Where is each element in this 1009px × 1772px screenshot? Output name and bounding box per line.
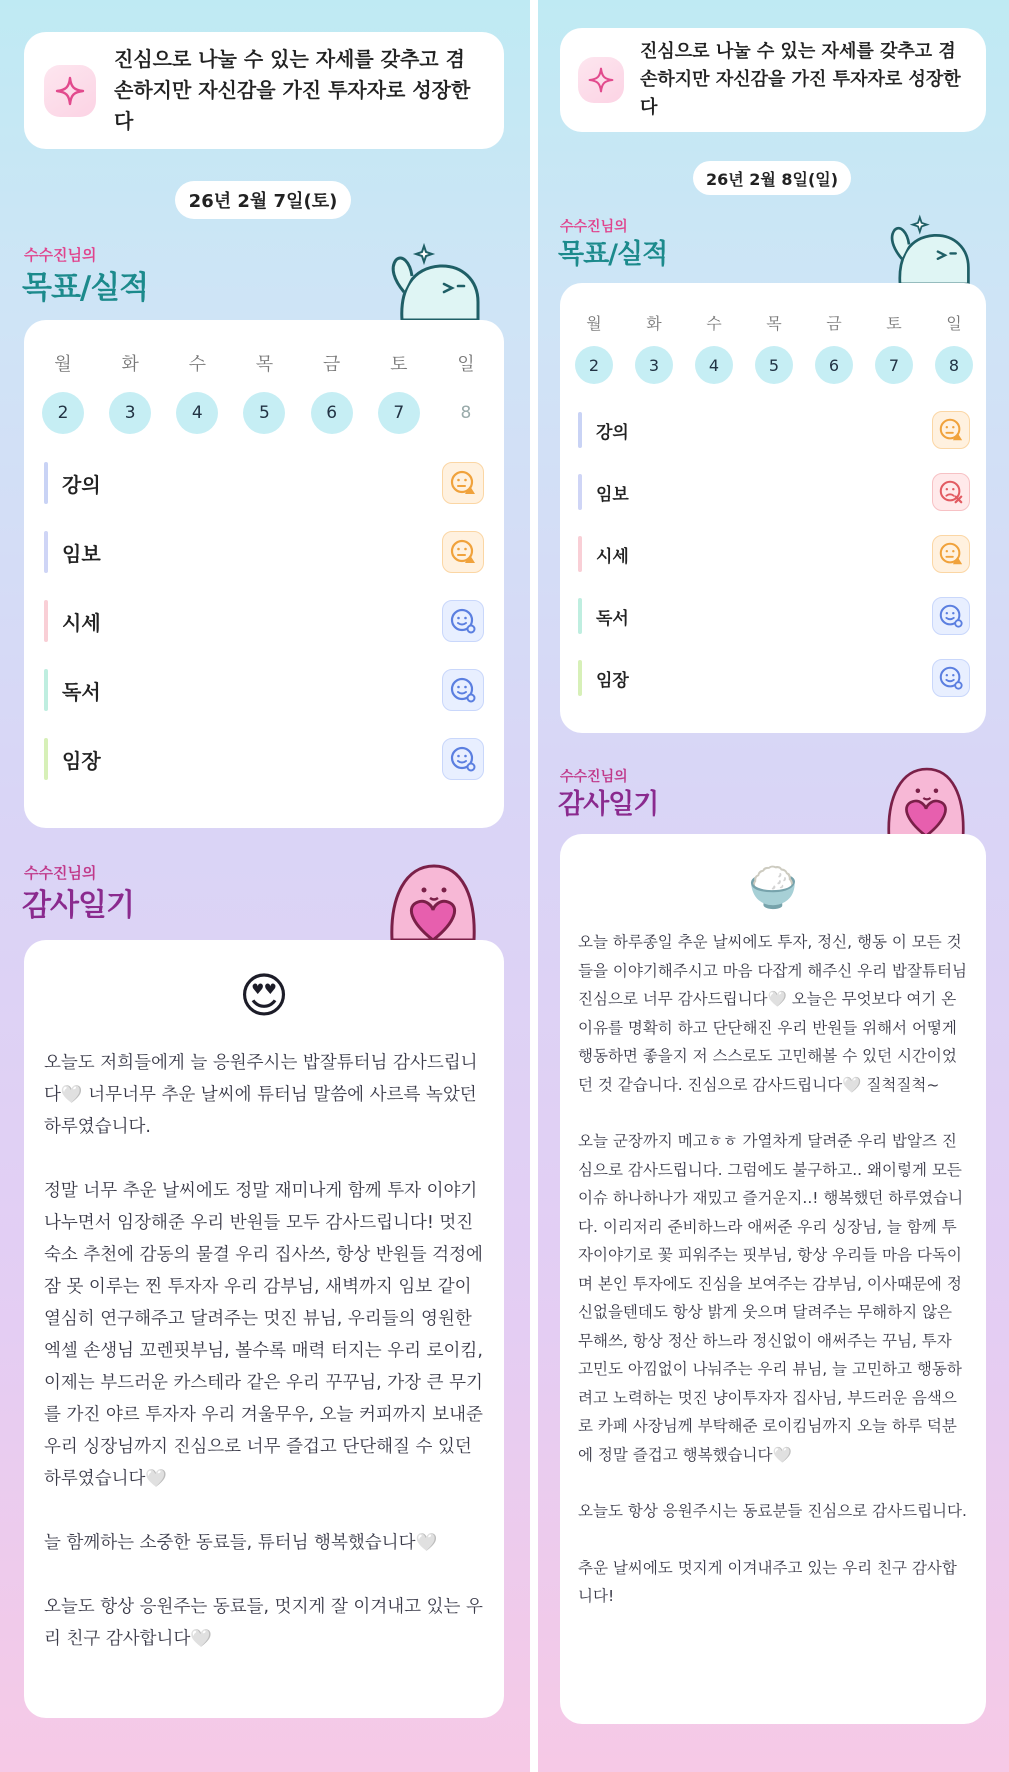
motto-text: 진심으로 나눌 수 있는 자세를 갖추고 겸손하지만 자신감을 가진 투자자로 성장한다 <box>114 47 471 133</box>
face-happy-icon[interactable] <box>442 600 484 642</box>
diary-text <box>578 928 970 1631</box>
date-circle: 8 <box>935 346 973 384</box>
day-wed[interactable] <box>176 350 218 434</box>
row-accent <box>44 738 48 780</box>
week-calendar <box>575 311 973 384</box>
mascot-heart <box>878 760 974 836</box>
task-row-reading[interactable] <box>44 667 484 713</box>
task-label: 독서 <box>62 679 101 704</box>
date-circle: 4 <box>176 392 218 434</box>
day-thu[interactable] <box>755 311 793 384</box>
diary-owner: 수수진님의 <box>560 769 628 785</box>
date-circle: 7 <box>378 392 420 434</box>
date-circle: 8 <box>460 403 472 423</box>
weekday-label: 토 <box>886 314 902 333</box>
weekday-label: 월 <box>586 314 602 333</box>
task-label: 임보 <box>62 541 101 566</box>
date-circle: 2 <box>575 346 613 384</box>
day-thu[interactable] <box>243 350 285 434</box>
motto-card <box>24 32 504 149</box>
face-warning-icon[interactable] <box>932 535 970 573</box>
task-row-lecture[interactable] <box>44 460 484 506</box>
task-label: 강의 <box>62 472 101 497</box>
diary-paragraph: 늘 함께하는 소중한 동료들, 튜터님 행복했습니다🤍 <box>44 1533 438 1553</box>
weekday-label: 금 <box>826 314 842 333</box>
goals-card <box>560 283 986 733</box>
weekday-label: 일 <box>946 314 962 333</box>
task-row-report[interactable] <box>578 472 970 512</box>
row-accent <box>44 600 48 642</box>
row-accent <box>578 598 582 634</box>
motto-text: 진심으로 나눌 수 있는 자세를 갖추고 겸손하지만 자신감을 가진 투자자로 성장한다 <box>640 41 961 118</box>
task-row-price[interactable] <box>578 534 970 574</box>
task-row-lecture[interactable] <box>578 410 970 450</box>
task-row-fieldwork[interactable] <box>44 736 484 782</box>
diary-card <box>560 834 986 1724</box>
day-wed[interactable] <box>695 311 733 384</box>
face-warning-icon[interactable] <box>442 531 484 573</box>
day-sun[interactable] <box>445 350 487 434</box>
task-label: 독서 <box>596 608 629 629</box>
day-sat[interactable] <box>378 350 420 434</box>
day-tue[interactable] <box>635 311 673 384</box>
diary-paragraph: 오늘도 항상 응원주는 동료들, 멋지게 잘 이겨내고 있는 우리 친구 감사합니다🤍 <box>44 1597 483 1649</box>
date-pill: 26년 2월 7일(토) <box>175 181 351 219</box>
day-mon[interactable] <box>575 311 613 384</box>
task-label: 시세 <box>62 610 101 635</box>
task-label: 시세 <box>596 546 629 567</box>
date-circle: 3 <box>109 392 151 434</box>
face-happy-icon[interactable] <box>932 659 970 697</box>
weekday-label: 수 <box>188 354 206 375</box>
diary-title: 감사일기 <box>22 888 134 923</box>
face-happy-icon[interactable] <box>442 738 484 780</box>
day-sun[interactable] <box>935 311 973 384</box>
day-sat[interactable] <box>875 311 913 384</box>
face-happy-icon[interactable] <box>442 669 484 711</box>
row-accent <box>578 660 582 696</box>
date-circle: 4 <box>695 346 733 384</box>
mascot-heart <box>380 856 486 940</box>
weekday-label: 일 <box>457 354 475 375</box>
task-row-report[interactable] <box>44 529 484 575</box>
sparkle-icon <box>578 57 624 103</box>
day-fri[interactable] <box>311 350 353 434</box>
weekday-label: 토 <box>390 354 408 375</box>
date-circle: 3 <box>635 346 673 384</box>
goals-owner: 수수진님의 <box>24 246 97 264</box>
mood-emoji: 😍 <box>238 968 290 1024</box>
diary-paragraph: 정말 너무 추운 날씨에도 정말 재미나게 함께 투자 이야기 나누면서 임장해준 우리 반원들 모두 감사드립니다! 멋진 숙소 추천에 감동의 물결 우리 집사쓰, 항상 반원들 걱정에 잠 못 이루는 찐 투자자 우리 감부님, 새벽까지 임보 같이 열심히 연구해주고 달려주는 멋진 뷰님, 우리들의 영원한 엑셀 손생님 꼬렌핏부님, 볼수록 매력 터지는 우리 로이킴, 이제는 부드러운 카스테라 같은 우리 꾸꾸님, 가장 큰 무기를 가진 야르 투자자 우리 겨울무우, 오늘 커피까지 보내준 우리 싱장님까지 진심으로 너무 즐겁고 단단해질 수 있던 하루였습니다🤍 <box>44 1181 483 1489</box>
sparkle-icon <box>44 65 96 117</box>
row-accent <box>578 412 582 448</box>
task-row-price[interactable] <box>44 598 484 644</box>
weekday-label: 목 <box>766 314 782 333</box>
task-row-reading[interactable] <box>578 596 970 636</box>
diary-text <box>44 1047 484 1675</box>
row-accent <box>578 536 582 572</box>
date-circle: 6 <box>311 392 353 434</box>
goals-owner: 수수진님의 <box>560 219 628 235</box>
face-warning-icon[interactable] <box>442 462 484 504</box>
task-label: 임장 <box>62 748 101 773</box>
date-circle: 2 <box>42 392 84 434</box>
goals-title: 목표/실적 <box>22 270 149 306</box>
task-label: 임장 <box>596 670 629 691</box>
weekday-label: 수 <box>706 314 722 333</box>
date-circle: 5 <box>243 392 285 434</box>
row-accent <box>44 531 48 573</box>
date-circle: 6 <box>815 346 853 384</box>
weekday-label: 화 <box>121 354 139 375</box>
weekday-label: 금 <box>322 354 341 375</box>
face-warning-icon[interactable] <box>932 411 970 449</box>
mood-emoji: 🍚 <box>748 864 798 911</box>
goals-title: 목표/실적 <box>558 239 668 270</box>
goals-card <box>24 320 504 828</box>
mascot-waving <box>882 212 972 284</box>
diary-card <box>24 940 504 1718</box>
right-panel <box>538 0 1009 1772</box>
diary-owner: 수수진님의 <box>24 864 97 882</box>
row-accent <box>44 462 48 504</box>
weekday-label: 목 <box>255 354 274 375</box>
day-fri[interactable] <box>815 311 853 384</box>
diary-paragraph: 추운 날씨에도 멋지게 이겨내주고 있는 우리 친구 감사합니다! <box>578 1558 957 1605</box>
task-label: 임보 <box>596 484 629 505</box>
row-accent <box>44 669 48 711</box>
date-circle: 5 <box>755 346 793 384</box>
diary-paragraph: 오늘 군장까지 메고ㅎㅎ 가열차게 달려준 우리 밥알즈 진심으로 감사드립니다. 그럼에도 불구하고.. 왜이렇게 모든 이슈 하나하나가 재밌고 즐거운지..! 행복했던 하루였습니다. 이리저리 준비하느라 애써준 우리 싱장님, 늘 함께 투자이야기로 꽃 피워주는 핏부님, 항상 우리들 마음 다독이며 본인 투자에도 진심을 보여주는 감부님, 이사때문에 정신없을텐데도 항상 밝게 웃으며 달려주는 무해하지 않은 무해쓰, 항상 정산 하느라 정신없이 애써주는 꾸님, 투자 고민도 아낌없이 나눠주는 우리 뷰님, 늘 고민하고 행동하려고 노력하는 멋진 냥이투자자 집사님, 부드러운 음색으로 카페 사장님께 부탁해준 로이킴님까지 오늘 하루 덕분에 정말 즐겁고 행복했습니다🤍 <box>578 1132 964 1464</box>
day-tue[interactable] <box>109 350 151 434</box>
week-calendar <box>42 350 487 434</box>
diary-paragraph: 오늘도 항상 응원주시는 동료분들 진심으로 감사드립니다. <box>578 1502 967 1520</box>
motto-card <box>560 28 986 132</box>
row-accent <box>578 474 582 510</box>
mascot-waving <box>382 240 482 320</box>
day-mon[interactable] <box>42 350 84 434</box>
face-happy-icon[interactable] <box>932 597 970 635</box>
task-label: 강의 <box>596 422 629 443</box>
diary-title: 감사일기 <box>558 789 659 820</box>
face-fail-icon[interactable] <box>932 473 970 511</box>
date-circle: 7 <box>875 346 913 384</box>
diary-paragraph: 오늘도 저희들에게 늘 응원주시는 밥잘튜터님 감사드립니다🤍 너무너무 추운 날씨에 튜터님 말씀에 사르륵 녹았던 하루였습니다. <box>44 1053 478 1137</box>
task-row-fieldwork[interactable] <box>578 658 970 698</box>
weekday-label: 화 <box>646 314 662 333</box>
weekday-label: 월 <box>54 354 72 375</box>
diary-paragraph: 오늘 하루종일 추운 날씨에도 투자, 정신, 행동 이 모든 것들을 이야기해주시고 마음 다잡게 해주신 우리 밥잘튜터님 진심으로 너무 감사드립니다🤍 오늘은 무엇보다 여기 온 이유를 명확히 하고 단단해진 우리 반원들 위해서 어떻게 행동하면 좋을지 저 스스로도 고민해볼 수 있던 시간이었던 것 같습니다. 진심으로 감사드립니다🤍 질척질척~ <box>578 933 967 1094</box>
date-pill: 26년 2월 8일(일) <box>693 161 851 195</box>
